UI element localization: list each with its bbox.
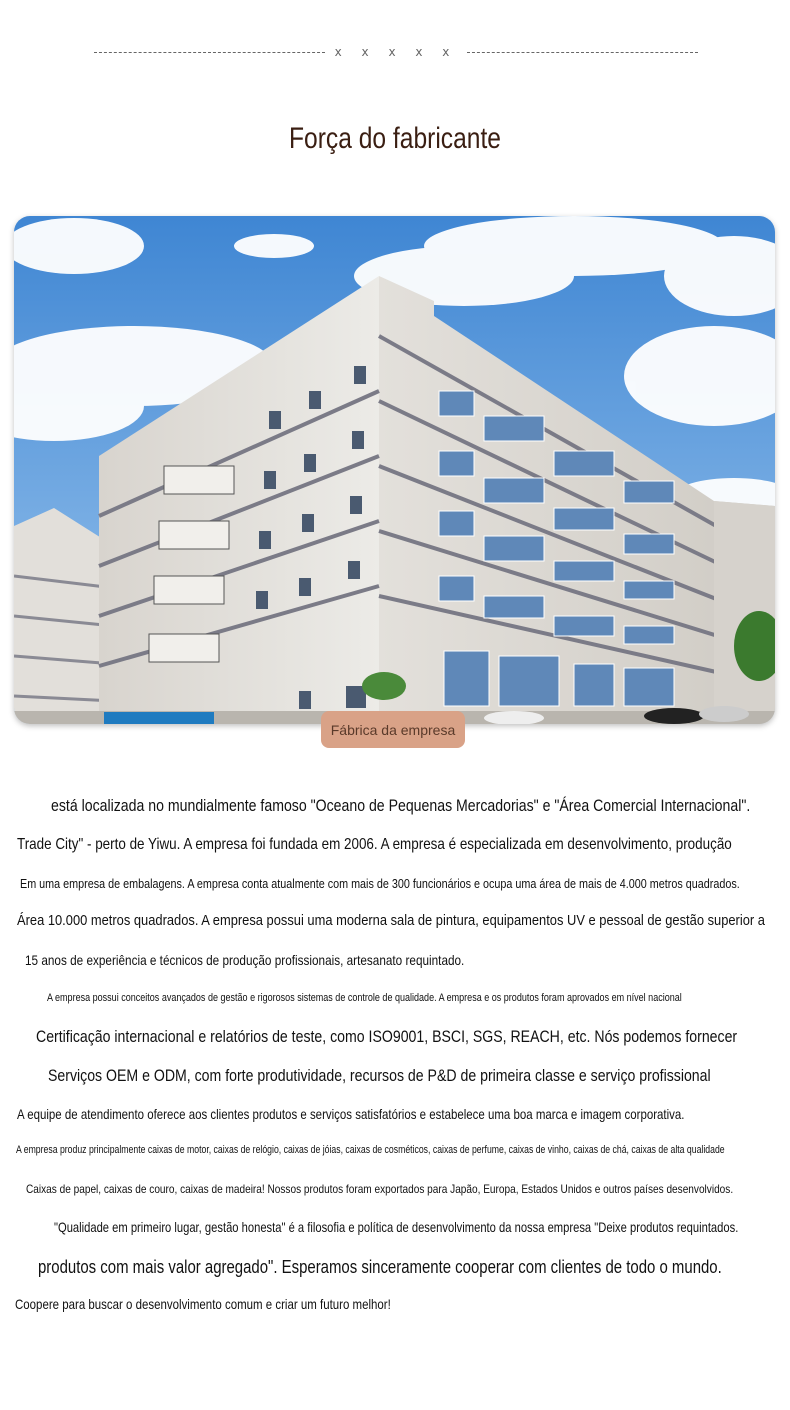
- divider-line-right: [467, 52, 698, 53]
- factory-building-illustration: [14, 216, 775, 724]
- description-line: Serviços OEM e ODM, com forte produtividade, recursos de P&D de primeira classe e serviço profissional: [48, 1066, 711, 1085]
- description-line: Área 10.000 metros quadrados. A empresa possui uma moderna sala de pintura, equipamentos UV e pessoal de gestão superior a: [17, 912, 765, 929]
- decorative-divider: [94, 44, 698, 60]
- description-line: Em uma empresa de embalagens. A empresa conta atualmente com mais de 300 funcionários e ocupa uma área de mais de 4.000 metros quadrados.: [20, 876, 740, 891]
- description-line: produtos com mais valor agregado". Esperamos sinceramente cooperar com clientes de todo o mundo.: [38, 1257, 722, 1277]
- photo-caption: Fábrica da empresa: [321, 711, 465, 748]
- description-line: A equipe de atendimento oferece aos clientes produtos e serviços satisfatórios e estabelece uma boa marca e imagem corporativa.: [17, 1106, 685, 1122]
- divider-line-left: [94, 52, 325, 53]
- description-line: Certificação internacional e relatórios de teste, como ISO9001, BSCI, SGS, REACH, etc. Nós podemos fornecer: [36, 1027, 738, 1046]
- description-line: "Qualidade em primeiro lugar, gestão honesta" é a filosofia e política de desenvolvimento da nossa empresa "Deixe produtos requintados.: [54, 1219, 739, 1235]
- divider-marks: x x x x x: [334, 45, 458, 59]
- description-line: 15 anos de experiência e técnicos de produção profissionais, artesanato requintado.: [25, 952, 465, 968]
- page-title: Força do fabricante: [289, 122, 501, 155]
- description-line: está localizada no mundialmente famoso "Oceano de Pequenas Mercadorias" e "Área Comercial Internacional".: [51, 796, 751, 815]
- description-line: Caixas de papel, caixas de couro, caixas de madeira! Nossos produtos foram exportados para Japão, Europa, Estados Unidos e outros países desenvolvidos.: [26, 1182, 734, 1196]
- description-line: Coopere para buscar o desenvolvimento comum e criar um futuro melhor!: [15, 1296, 391, 1312]
- factory-photo: [14, 216, 775, 724]
- description-line: Trade City" - perto de Yiwu. A empresa foi fundada em 2006. A empresa é especializada em desenvolvimento, produção: [17, 836, 732, 853]
- description-line: A empresa produz principalmente caixas de motor, caixas de relógio, caixas de jóias, caixas de cosméticos, caixas de perfume, caixas de vinho, caixas de chá, caixas de alta qualidade: [16, 1144, 725, 1156]
- description-line: A empresa possui conceitos avançados de gestão e rigorosos sistemas de controle de qualidade. A empresa e os produtos foram aprovados em nível nacional: [47, 992, 682, 1004]
